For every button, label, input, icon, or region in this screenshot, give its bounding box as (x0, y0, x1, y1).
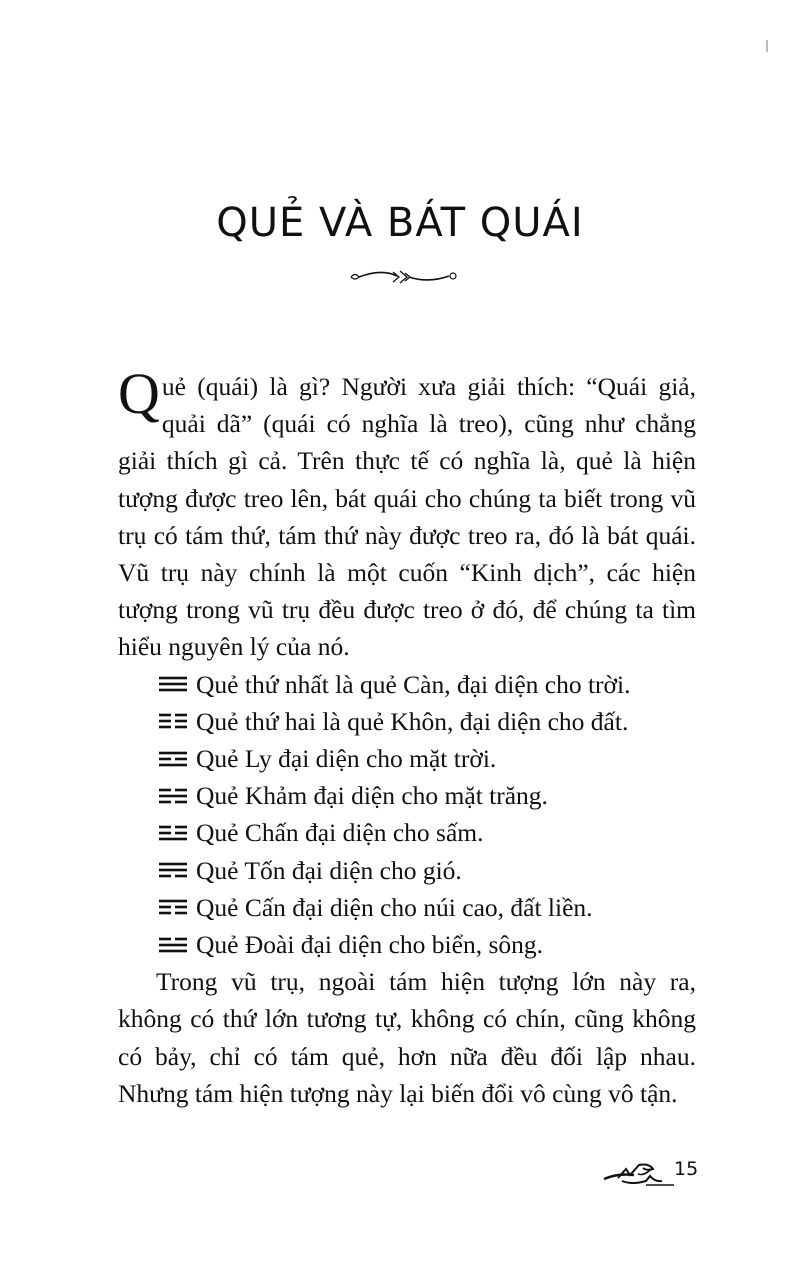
body-text (118, 361, 696, 1112)
title-ornament-icon (345, 263, 460, 289)
page-number: 15 (674, 1158, 699, 1180)
trigram-list (118, 666, 696, 964)
trigram-text: Quẻ Đoài đại diện cho biển, sông. (196, 929, 544, 959)
page-number-ornament-icon (602, 1157, 676, 1187)
trigram-text: Quẻ Chấn đại diện cho sấm. (196, 818, 484, 848)
trigram-dui-icon (158, 936, 188, 954)
trigram-xun-icon (158, 861, 188, 879)
corner-mark (763, 40, 771, 52)
chapter-title: QUẺ VÀ BÁT QUÁI (216, 200, 584, 246)
trigram-item (118, 740, 696, 777)
trigram-gen-icon (158, 898, 188, 916)
trigram-kun-icon (158, 712, 188, 730)
trigram-text: Quẻ Cấn đại diện cho núi cao, đất liền. (196, 892, 593, 922)
trigram-text: Quẻ thứ hai là quẻ Khôn, đại diện cho đất. (196, 706, 629, 736)
trigram-item (118, 666, 696, 703)
trigram-qian-icon (158, 675, 188, 693)
trigram-item (118, 926, 696, 963)
trigram-kan-icon (158, 787, 188, 805)
trigram-text: Quẻ thứ nhất là quẻ Càn, đại diện cho trời. (196, 669, 631, 699)
closing-paragraph: Trong vũ trụ, ngoài tám hiện tượng lớn này ra, không có thứ lớn tương tự, không có chín, cũng không có bảy, chỉ có tám quẻ, hơn nữa đều đối lập nhau. Nhưng tám hiện tượng này lại biến đổi vô cùng vô tận. (118, 967, 696, 1108)
trigram-li-icon (158, 750, 188, 768)
trigram-item (118, 852, 696, 889)
trigram-item (118, 814, 696, 851)
drop-cap: Q (118, 361, 160, 426)
trigram-item (118, 889, 696, 926)
trigram-text: Quẻ Khảm đại diện cho mặt trăng. (196, 781, 548, 811)
trigram-zhen-icon (158, 824, 188, 842)
trigram-text: Quẻ Ly đại diện cho mặt trời. (196, 744, 497, 773)
trigram-text: Quẻ Tốn đại diện cho gió. (196, 855, 462, 885)
trigram-item (118, 703, 696, 740)
intro-paragraph (118, 361, 696, 666)
intro-text: uẻ (quái) là gì? Người xưa giải thích: “Quái giả, quải dã” (quái có nghĩa là treo), cũng như chẳng giải thích gì cả. Trên thực tế có nghĩa là, quẻ là hiện tượng được treo lên, bát quái cho chúng ta biết trong vũ trụ có tám thứ, tám thứ này được treo ra, đó là bát quái. Vũ trụ này chính là một cuốn “Kinh dịch”, các hiện tượng trong vũ trụ đều được treo ở đó, để chúng ta tìm hiểu nguyên lý của nó. (118, 372, 696, 662)
trigram-item (118, 777, 696, 814)
